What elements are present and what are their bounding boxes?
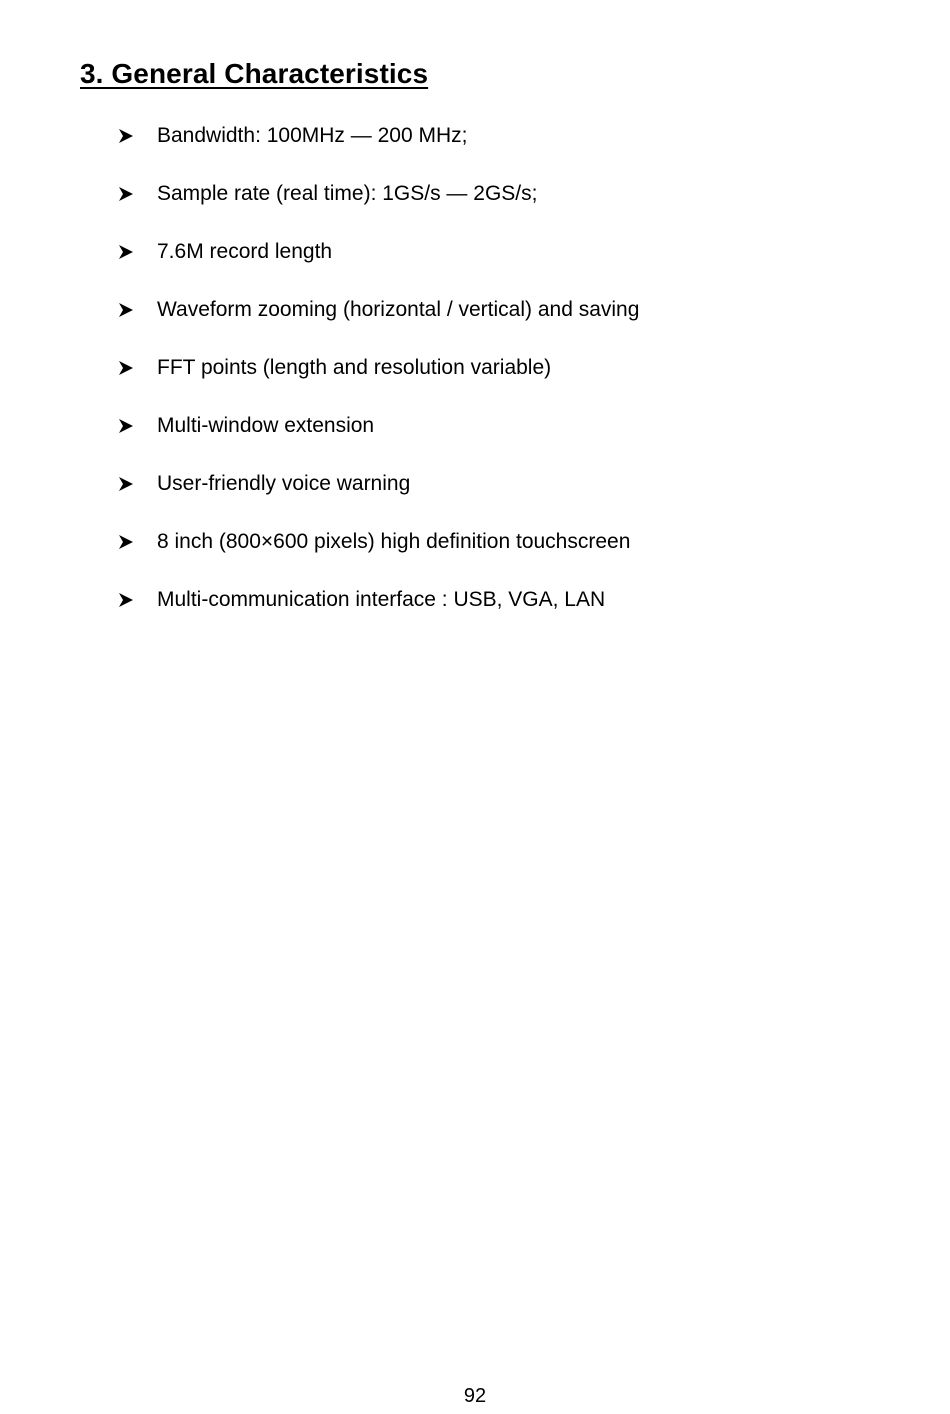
feature-text: User-friendly voice warning [157,472,411,495]
arrowhead-bullet-icon [118,534,134,550]
feature-text: Waveform zooming (horizontal / vertical) and saving [157,298,640,321]
arrowhead-bullet-icon [118,186,134,202]
page-number: 92 [463,1385,487,1407]
feature-text: 7.6M record length [157,240,333,263]
feature-text: 8 inch (800×600 pixels) high definition touchscreen [157,530,631,553]
arrowhead-bullet-icon [118,592,134,608]
arrowhead-bullet-icon [118,128,134,144]
feature-text: Multi-communication interface : USB, VGA, LAN [157,588,606,611]
feature-text: FFT points (length and resolution variable) [157,356,552,379]
arrowhead-bullet-icon [118,476,134,492]
page-title: 3. General Characteristics [80,58,429,89]
feature-text: Multi-window extension [157,414,375,437]
arrowhead-bullet-icon [118,302,134,318]
arrowhead-bullet-icon [118,360,134,376]
feature-text: Bandwidth: 100MHz — 200 MHz; [157,124,468,147]
feature-text: Sample rate (real time): 1GS/s — 2GS/s; [157,182,538,205]
arrowhead-bullet-icon [118,244,134,260]
arrowhead-bullet-icon [118,418,134,434]
